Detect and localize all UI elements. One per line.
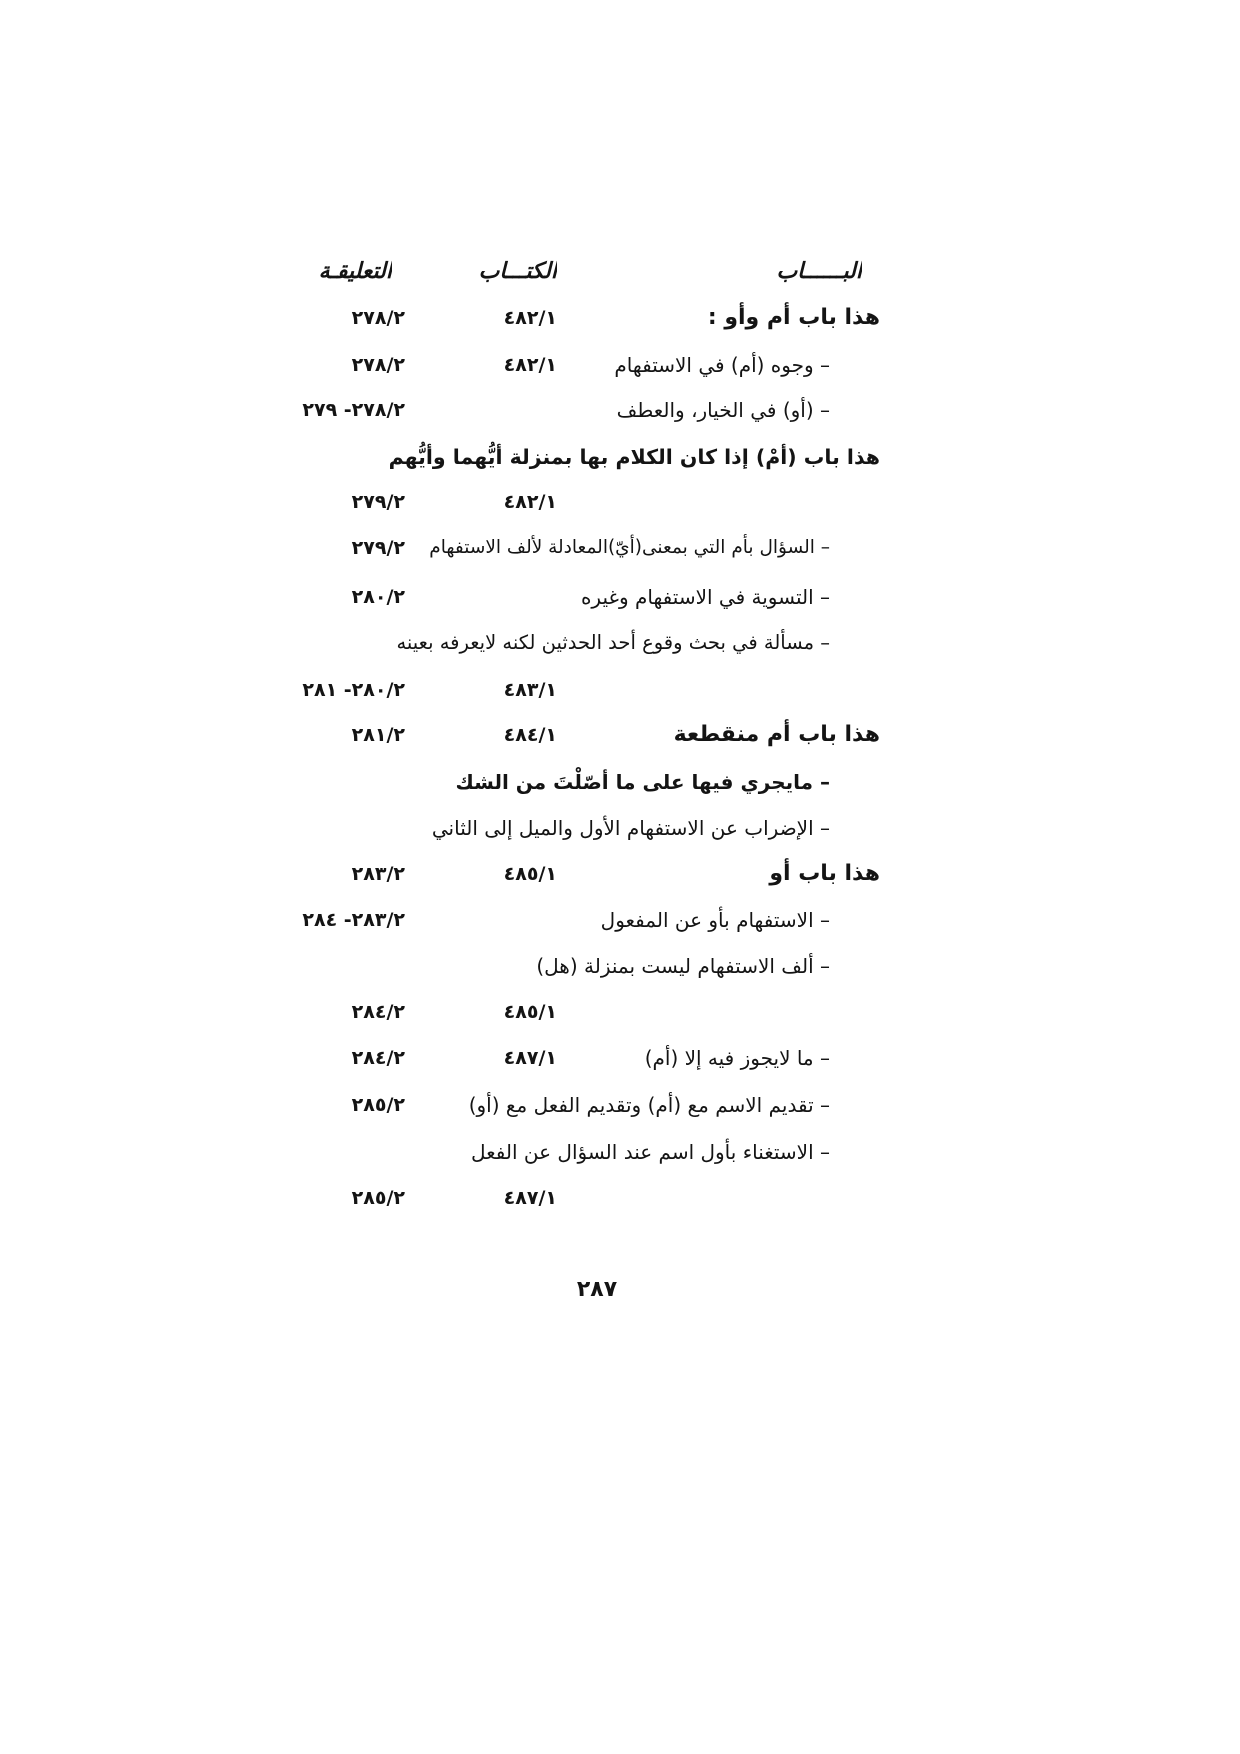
sub-entry: – مايجري فيها على ما أصّلْتَ من الشك — [455, 770, 830, 794]
book-reference: ٤٨٢/١ — [503, 491, 557, 513]
index-row — [0, 946, 1240, 986]
index-row — [0, 1038, 1240, 1078]
index-row — [0, 623, 1240, 663]
sub-entry: – تقديم الاسم مع (أم) وتقديم الفعل مع (أو) — [468, 1093, 830, 1117]
book-reference: ٤٨٢/١ — [503, 354, 557, 376]
sub-entry: – التسوية في الاستفهام وغيره — [580, 585, 830, 609]
index-row — [0, 992, 1240, 1032]
sub-entry: – الاستغناء بأول اسم عند السؤال عن الفعل — [470, 1140, 830, 1164]
index-row — [0, 762, 1240, 802]
commentary-reference: ٢٨٣/٢ — [351, 863, 405, 885]
sub-entry: – الاستفهام بأو عن المفعول — [600, 908, 830, 932]
page-number: ٢٨٧ — [576, 1277, 618, 1302]
sub-entry: – ما لايجوز فيه إلا (أم) — [644, 1046, 830, 1070]
column-header-chapter: البــــــاب — [776, 259, 862, 284]
book-reference: ٤٨٤/١ — [503, 724, 557, 746]
book-reference: ٤٨٧/١ — [503, 1187, 557, 1209]
sub-entry: – (أو) في الخيار، والعطف — [616, 398, 830, 422]
chapter-heading: هذا باب أم منقطعة — [673, 722, 880, 747]
index-row — [0, 715, 1240, 755]
commentary-reference: ٢٧٩ -٢٧٨/٢ — [302, 399, 405, 421]
column-header-row — [0, 252, 1240, 292]
sub-entry: – مسألة في بحث وقوع أحد الحدثين لكنه لايعرفه بعينه — [396, 631, 830, 654]
chapter-heading: هذا باب (أمْ) إذا كان الكلام بها بمنزلة أيُّهما وأيُّهم — [388, 445, 880, 469]
commentary-reference: ٢٨٤/٢ — [351, 1047, 405, 1069]
sub-entry: – الإضراب عن الاستفهام الأول والميل إلى الثاني — [431, 816, 830, 840]
commentary-reference: ٢٧٩/٢ — [351, 491, 405, 513]
book-reference: ٤٨٥/١ — [503, 1001, 557, 1023]
chapter-heading: هذا باب أم وأو : — [707, 305, 880, 330]
index-row — [0, 528, 1240, 568]
commentary-reference: ٢٧٨/٢ — [351, 354, 405, 376]
book-reference: ٤٨٢/١ — [503, 307, 557, 329]
commentary-reference: ٢٨٤/٢ — [351, 1001, 405, 1023]
commentary-reference: ٢٨٥/٢ — [351, 1187, 405, 1209]
column-header-book: الكتـــاب — [478, 259, 557, 284]
index-row — [0, 854, 1240, 894]
commentary-reference: ٢٨٤ -٢٨٣/٢ — [302, 909, 405, 931]
index-row — [0, 808, 1240, 848]
index-row — [0, 577, 1240, 617]
chapter-heading: هذا باب أو — [769, 861, 880, 886]
book-reference: ٤٨٣/١ — [503, 679, 557, 701]
index-row — [0, 390, 1240, 430]
index-row — [0, 482, 1240, 522]
commentary-reference: ٢٨١ -٢٨٠/٢ — [302, 679, 405, 701]
commentary-reference: ٢٨٠/٢ — [351, 586, 405, 608]
index-row — [0, 1085, 1240, 1125]
index-row — [0, 298, 1240, 338]
commentary-reference: ٢٨١/٢ — [351, 724, 405, 746]
commentary-reference: ٢٧٨/٢ — [351, 307, 405, 329]
commentary-reference: ٢٨٥/٢ — [351, 1094, 405, 1116]
index-row — [0, 900, 1240, 940]
book-reference: ٤٨٥/١ — [503, 863, 557, 885]
index-row — [0, 1178, 1240, 1218]
index-row — [0, 670, 1240, 710]
book-reference: ٤٨٧/١ — [503, 1047, 557, 1069]
index-row — [0, 345, 1240, 385]
commentary-reference: ٢٧٩/٢ — [351, 537, 405, 559]
column-header-commentary: التعليقـة — [318, 259, 392, 284]
index-row — [0, 437, 1240, 477]
sub-entry: – ألف الاستفهام ليست بمنزلة (هل) — [536, 954, 830, 978]
index-row — [0, 1132, 1240, 1172]
sub-entry: – وجوه (أم) في الاستفهام — [614, 353, 830, 377]
sub-entry: – السؤال بأم التي بمعنى(أيّ)المعادلة لألف الاستفهام — [429, 537, 830, 558]
